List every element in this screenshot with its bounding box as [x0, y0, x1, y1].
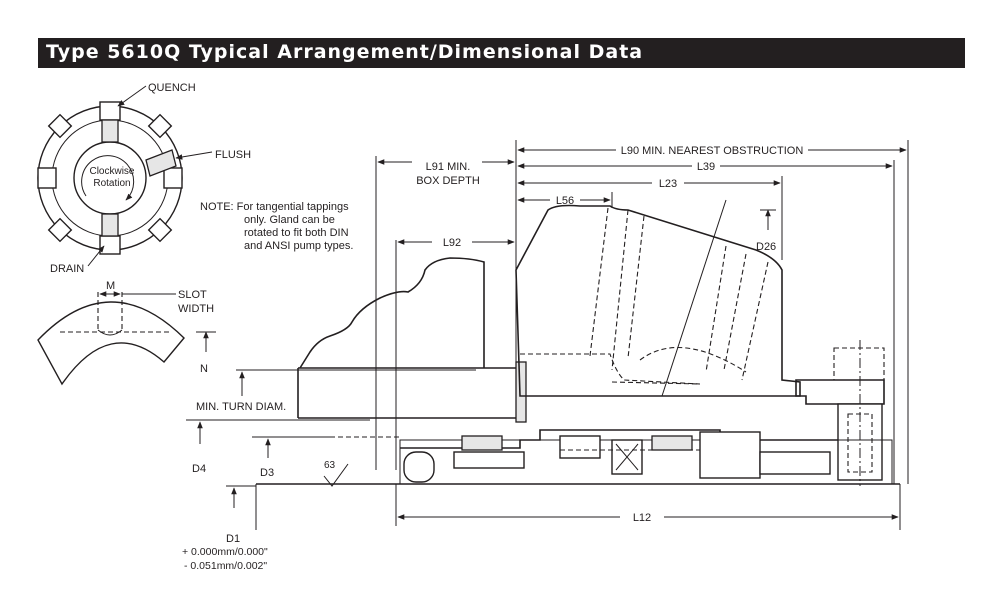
set-screw-right — [652, 436, 692, 450]
l92-label: L92 — [442, 237, 462, 249]
min-turn-diam-label: MIN. TURN DIAM. — [196, 401, 287, 413]
l56-label: L56 — [555, 195, 575, 207]
gland-body — [516, 206, 800, 397]
l12-label: L12 — [632, 512, 652, 524]
slot-label-line1: SLOT — [178, 289, 207, 301]
d3-label: D3 — [260, 467, 275, 479]
l39-label: L39 — [696, 161, 716, 173]
n-label: N — [200, 363, 208, 375]
surface-finish-label: 63 — [324, 460, 336, 471]
drive-collar — [700, 432, 760, 478]
note-line3: rotated to fit both DIN — [244, 227, 349, 239]
rotation-label-line1: Clockwise — [89, 166, 135, 177]
slot-detail-view — [38, 280, 216, 384]
tapping-note — [200, 201, 353, 252]
drain-port — [102, 214, 118, 236]
m-label: M — [106, 280, 116, 292]
l91-label-line2: BOX DEPTH — [416, 175, 480, 187]
l23-label: L23 — [658, 178, 678, 190]
bolt-head-phantom — [834, 348, 884, 380]
quench-port — [102, 120, 118, 142]
gland-gasket — [516, 362, 526, 422]
flush-label: FLUSH — [215, 149, 252, 161]
slot-label-line2: WIDTH — [178, 303, 215, 315]
tolerance-plus-label: + 0.000mm/0.000" — [182, 546, 268, 558]
port-centerline — [662, 200, 726, 396]
rotation-label-line2: Rotation — [93, 178, 131, 189]
note-line2: only. Gland can be — [244, 214, 335, 226]
drain-label: DRAIN — [50, 263, 85, 275]
quench-label: QUENCH — [148, 82, 196, 94]
d4-label: D4 — [192, 463, 207, 475]
tolerance-minus-label: - 0.051mm/0.002" — [184, 560, 268, 572]
clamp-ring — [796, 380, 884, 404]
o-ring-left — [404, 452, 434, 482]
d1-label: D1 — [226, 533, 241, 545]
l91-label-line1: L91 MIN. — [425, 161, 471, 173]
d26-label: D26 — [756, 241, 777, 253]
set-screw-left — [462, 436, 502, 450]
page-title: Type 5610Q Typical Arrangement/Dimensional Data — [46, 41, 644, 63]
gland-end-view — [38, 82, 251, 275]
note-line1: NOTE: For tangential tappings — [200, 201, 349, 213]
l90-label: L90 MIN. NEAREST OBSTRUCTION — [620, 145, 804, 157]
note-line4: and ANSI pump types. — [244, 240, 354, 252]
pump-housing-profile — [300, 258, 484, 368]
rotating-face — [560, 436, 600, 458]
